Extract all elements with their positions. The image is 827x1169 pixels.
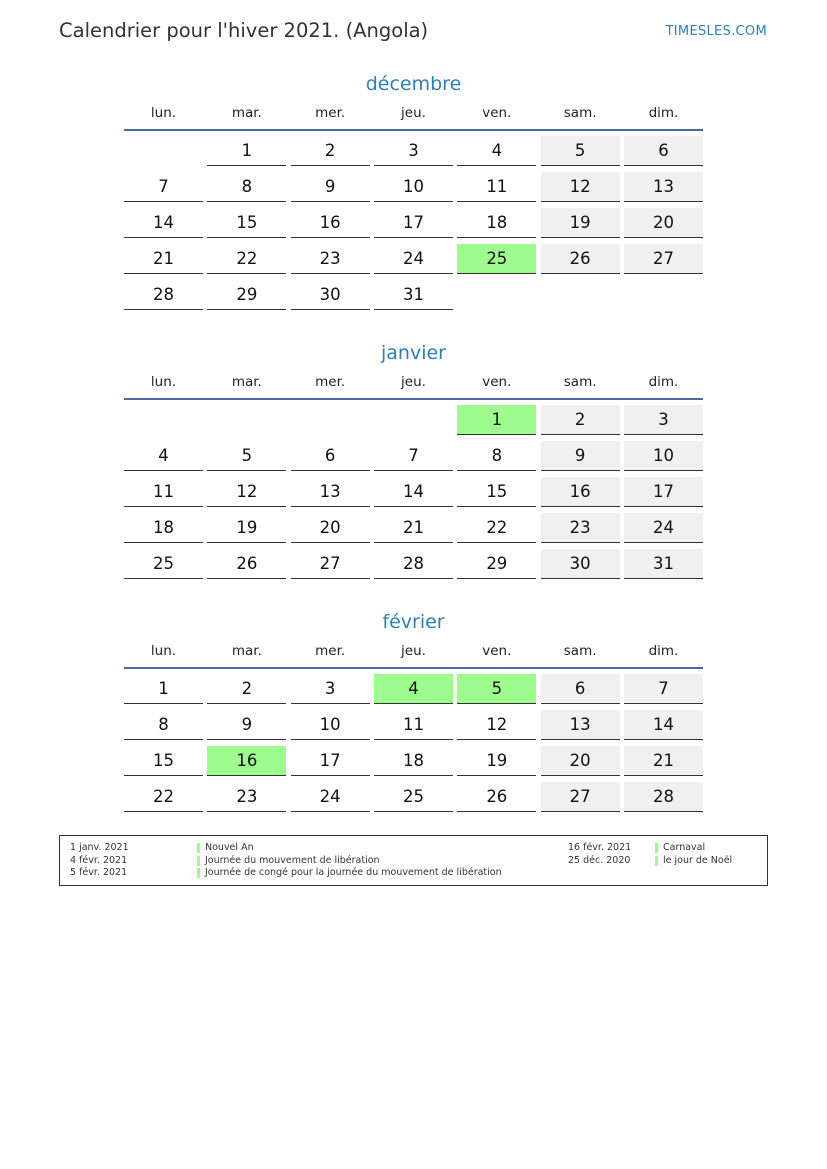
month-calendar bbox=[124, 608, 703, 817]
holiday-color-marker bbox=[197, 868, 200, 878]
weekend-day: 6 bbox=[541, 674, 620, 704]
legend-date: 1 janv. 2021 bbox=[70, 842, 129, 853]
day-cell: 5 bbox=[207, 441, 286, 471]
day-cell: 18 bbox=[374, 746, 453, 776]
weekend-day: 10 bbox=[624, 441, 703, 471]
week-row bbox=[124, 548, 703, 584]
day-cell: 3 bbox=[374, 136, 453, 166]
day-grid bbox=[124, 135, 703, 315]
weekday-header bbox=[124, 372, 703, 396]
weekend-day: 13 bbox=[541, 710, 620, 740]
legend-date: 5 févr. 2021 bbox=[70, 867, 128, 878]
weekday-label: mar. bbox=[231, 643, 262, 659]
week-row bbox=[124, 207, 703, 243]
day-cell: 7 bbox=[374, 441, 453, 471]
day-cell: 7 bbox=[124, 172, 203, 202]
week-row bbox=[124, 745, 703, 781]
weekend-day: 21 bbox=[624, 746, 703, 776]
empty-day bbox=[124, 405, 203, 435]
day-cell: 15 bbox=[457, 477, 536, 507]
holiday-day: 1 bbox=[457, 405, 536, 435]
legend-date: 16 févr. 2021 bbox=[568, 842, 632, 853]
day-cell: 23 bbox=[207, 782, 286, 812]
day-cell: 9 bbox=[291, 172, 370, 202]
weekday-label: jeu. bbox=[401, 374, 426, 390]
weekend-day: 6 bbox=[624, 136, 703, 166]
empty-day bbox=[624, 280, 703, 310]
holiday-legend bbox=[59, 835, 768, 886]
day-cell: 20 bbox=[291, 513, 370, 543]
day-cell: 26 bbox=[457, 782, 536, 812]
empty-day bbox=[457, 280, 536, 310]
day-cell: 1 bbox=[124, 674, 203, 704]
empty-day bbox=[207, 405, 286, 435]
weekend-day: 9 bbox=[541, 441, 620, 471]
weekday-label: mar. bbox=[231, 374, 262, 390]
day-cell: 15 bbox=[207, 208, 286, 238]
day-cell: 26 bbox=[207, 549, 286, 579]
legend-date: 4 févr. 2021 bbox=[70, 854, 128, 866]
day-cell: 21 bbox=[374, 513, 453, 543]
weekday-label: sam. bbox=[563, 374, 597, 390]
weekend-day: 27 bbox=[541, 782, 620, 812]
weekday-label: mar. bbox=[231, 105, 262, 121]
day-cell: 11 bbox=[374, 710, 453, 740]
day-cell: 18 bbox=[457, 208, 536, 238]
week-row bbox=[124, 673, 703, 709]
day-cell: 18 bbox=[124, 513, 203, 543]
holiday-color-marker bbox=[655, 843, 658, 853]
week-row bbox=[124, 171, 703, 207]
weekend-day: 27 bbox=[624, 244, 703, 274]
weekend-day: 2 bbox=[541, 405, 620, 435]
month-name: février bbox=[382, 611, 445, 633]
day-cell: 8 bbox=[207, 172, 286, 202]
day-cell: 28 bbox=[124, 280, 203, 310]
weekday-label: sam. bbox=[563, 105, 597, 121]
day-grid bbox=[124, 404, 703, 584]
weekend-day: 17 bbox=[624, 477, 703, 507]
weekday-label: lun. bbox=[150, 105, 177, 121]
holiday-color-marker bbox=[655, 856, 658, 866]
day-cell: 22 bbox=[457, 513, 536, 543]
weekday-header bbox=[124, 641, 703, 665]
day-cell: 27 bbox=[291, 549, 370, 579]
day-cell: 28 bbox=[374, 549, 453, 579]
empty-day bbox=[374, 405, 453, 435]
day-cell: 16 bbox=[291, 208, 370, 238]
weekday-label: jeu. bbox=[401, 105, 426, 121]
weekend-day: 26 bbox=[541, 244, 620, 274]
weekday-label: mer. bbox=[315, 643, 346, 659]
weekend-day: 12 bbox=[541, 172, 620, 202]
legend-holiday-name: Journée du mouvement de libération bbox=[205, 854, 380, 866]
weekday-label: jeu. bbox=[401, 643, 426, 659]
month-calendar bbox=[124, 70, 703, 315]
day-cell: 31 bbox=[374, 280, 453, 310]
day-cell: 1 bbox=[207, 136, 286, 166]
week-row bbox=[124, 476, 703, 512]
empty-day bbox=[124, 136, 203, 166]
holiday-day: 16 bbox=[207, 746, 286, 776]
day-cell: 6 bbox=[291, 441, 370, 471]
header-rule bbox=[124, 667, 703, 669]
weekday-label: dim. bbox=[648, 643, 679, 659]
day-cell: 14 bbox=[374, 477, 453, 507]
legend-date: 25 déc. 2020 bbox=[568, 854, 631, 866]
day-cell: 15 bbox=[124, 746, 203, 776]
weekend-day: 5 bbox=[541, 136, 620, 166]
weekend-day: 30 bbox=[541, 549, 620, 579]
weekend-day: 20 bbox=[624, 208, 703, 238]
holiday-color-marker bbox=[197, 843, 200, 853]
day-cell: 14 bbox=[124, 208, 203, 238]
weekday-label: sam. bbox=[563, 643, 597, 659]
weekday-label: dim. bbox=[648, 105, 679, 121]
day-cell: 22 bbox=[124, 782, 203, 812]
weekday-label: mer. bbox=[315, 374, 346, 390]
day-cell: 2 bbox=[207, 674, 286, 704]
weekend-day: 16 bbox=[541, 477, 620, 507]
day-cell: 21 bbox=[124, 244, 203, 274]
weekend-day: 19 bbox=[541, 208, 620, 238]
week-row bbox=[124, 404, 703, 440]
weekend-day: 3 bbox=[624, 405, 703, 435]
day-cell: 12 bbox=[207, 477, 286, 507]
page-title: Calendrier pour l'hiver 2021. (Angola) bbox=[59, 19, 429, 42]
weekday-label: lun. bbox=[150, 643, 177, 659]
day-grid bbox=[124, 673, 703, 817]
day-cell: 4 bbox=[457, 136, 536, 166]
site-link[interactable]: TIMESLES.COM bbox=[665, 24, 767, 39]
weekend-day: 23 bbox=[541, 513, 620, 543]
day-cell: 13 bbox=[291, 477, 370, 507]
month-name: décembre bbox=[365, 73, 462, 95]
legend-holiday-name: Journée de congé pour la journée du mouvement de libération bbox=[205, 867, 502, 878]
legend-holiday-name: Nouvel An bbox=[205, 842, 254, 853]
week-row bbox=[124, 781, 703, 817]
header-rule bbox=[124, 398, 703, 400]
day-cell: 22 bbox=[207, 244, 286, 274]
weekend-day: 7 bbox=[624, 674, 703, 704]
day-cell: 24 bbox=[291, 782, 370, 812]
weekend-day: 14 bbox=[624, 710, 703, 740]
empty-day bbox=[291, 405, 370, 435]
week-row bbox=[124, 135, 703, 171]
day-cell: 29 bbox=[207, 280, 286, 310]
day-cell: 12 bbox=[457, 710, 536, 740]
legend-holiday-name: Carnaval bbox=[663, 842, 706, 853]
holiday-day: 5 bbox=[457, 674, 536, 704]
holiday-day: 25 bbox=[457, 244, 536, 274]
day-cell: 2 bbox=[291, 136, 370, 166]
day-cell: 25 bbox=[124, 549, 203, 579]
week-row bbox=[124, 279, 703, 315]
weekday-label: ven. bbox=[482, 105, 512, 121]
month-calendar bbox=[124, 339, 703, 584]
weekend-day: 13 bbox=[624, 172, 703, 202]
weekend-day: 28 bbox=[624, 782, 703, 812]
header-rule bbox=[124, 129, 703, 131]
weekday-label: mer. bbox=[315, 105, 346, 121]
day-cell: 24 bbox=[374, 244, 453, 274]
day-cell: 11 bbox=[457, 172, 536, 202]
day-cell: 4 bbox=[124, 441, 203, 471]
day-cell: 8 bbox=[124, 710, 203, 740]
day-cell: 19 bbox=[457, 746, 536, 776]
day-cell: 19 bbox=[207, 513, 286, 543]
weekend-day: 31 bbox=[624, 549, 703, 579]
holiday-color-marker bbox=[197, 856, 200, 866]
weekday-label: lun. bbox=[150, 374, 177, 390]
weekday-label: ven. bbox=[482, 643, 512, 659]
day-cell: 8 bbox=[457, 441, 536, 471]
legend-holiday-name: le jour de Noël bbox=[663, 854, 733, 866]
day-cell: 17 bbox=[374, 208, 453, 238]
weekday-label: ven. bbox=[482, 374, 512, 390]
day-cell: 10 bbox=[291, 710, 370, 740]
day-cell: 3 bbox=[291, 674, 370, 704]
weekday-header bbox=[124, 103, 703, 127]
holiday-day: 4 bbox=[374, 674, 453, 704]
day-cell: 23 bbox=[291, 244, 370, 274]
week-row bbox=[124, 709, 703, 745]
weekday-label: dim. bbox=[648, 374, 679, 390]
week-row bbox=[124, 440, 703, 476]
day-cell: 25 bbox=[374, 782, 453, 812]
empty-day bbox=[541, 280, 620, 310]
day-cell: 30 bbox=[291, 280, 370, 310]
week-row bbox=[124, 512, 703, 548]
week-row bbox=[124, 243, 703, 279]
day-cell: 17 bbox=[291, 746, 370, 776]
day-cell: 9 bbox=[207, 710, 286, 740]
month-name: janvier bbox=[381, 342, 446, 364]
weekend-day: 24 bbox=[624, 513, 703, 543]
day-cell: 10 bbox=[374, 172, 453, 202]
weekend-day: 20 bbox=[541, 746, 620, 776]
day-cell: 29 bbox=[457, 549, 536, 579]
day-cell: 11 bbox=[124, 477, 203, 507]
